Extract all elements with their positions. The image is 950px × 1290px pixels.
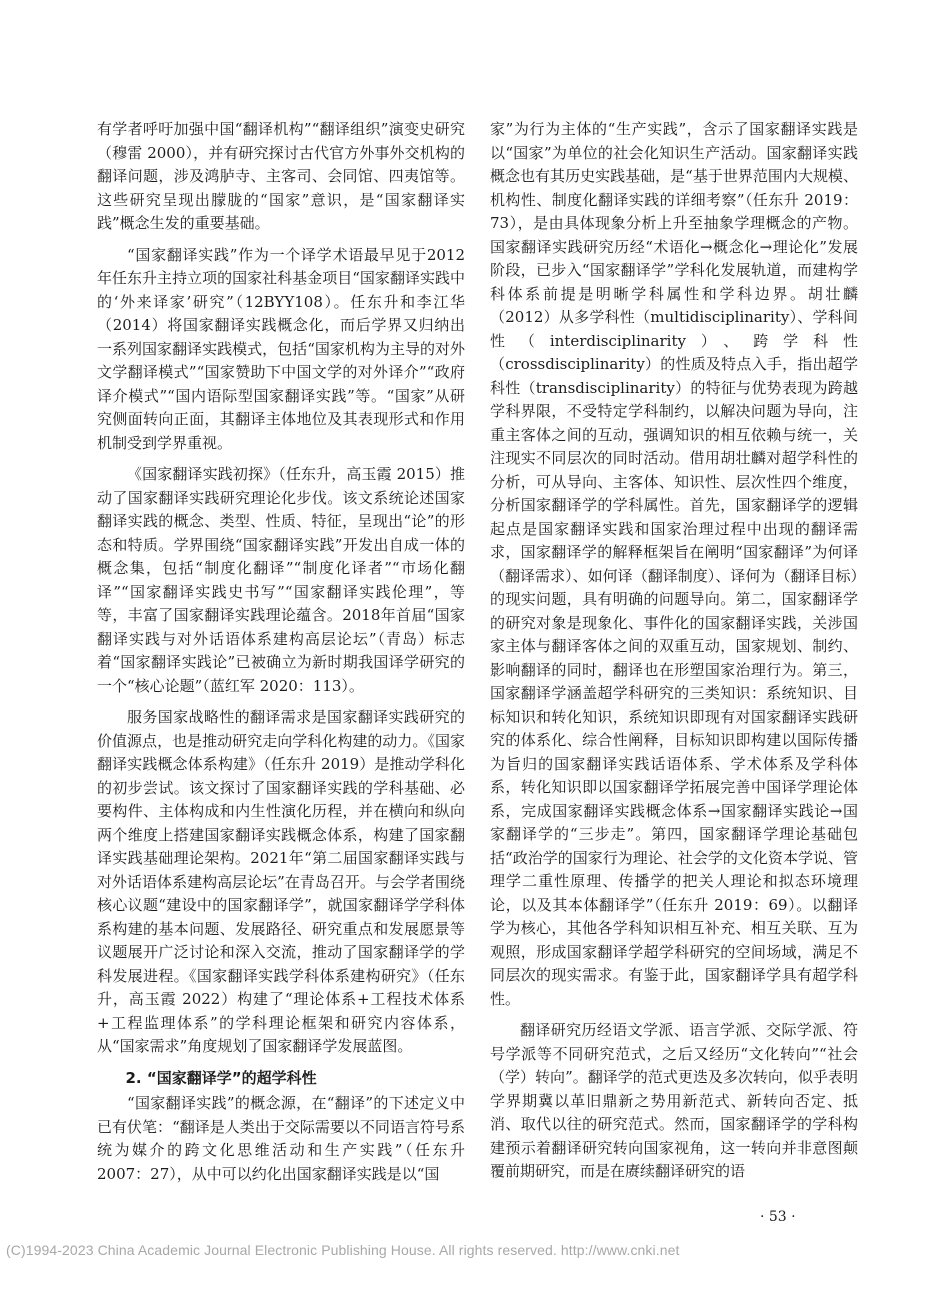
right-column (490, 118, 858, 1192)
section-heading: 2. “国家翻译学”的超学科性 (125, 1068, 317, 1087)
paragraph: 《国家翻译实践初探》（任东升，高玉霞 2015）推动了国家翻译实践研究理论化步伐。该文系统论述国家翻译实践的概念、类型、性质、特征，呈现出“论”的形态和特质。学界围绕“国家翻译实践”开发出自成一体的概念集，包括“制度化翻译”“制度化译者”“市场化翻译”“国家翻译实践史书写”“国家翻译实践伦理”，等等，丰富了国家翻译实践理论蕴含。2018年首届“国家翻译实践与对外话语体系建构高层论坛”（青岛）标志着“国家翻译实践论”已被确立为新时期我国译学研究的一个“核心论题”（蓝红军 2020：113）。 (97, 465, 465, 695)
left-column (97, 118, 465, 1194)
paragraph: “国家翻译实践”的概念源，在“翻译”的下述定义中已有伏笔：“翻译是人类出于交际需要以不同语言符号系统为媒介的跨文化思维活动和生产实践”（任东升 2007：27），从中可以约化出国家翻译实践是以“国 (97, 1094, 465, 1183)
paragraph: 家”为行为主体的“生产实践”，含示了国家翻译实践是以“国家”为单位的社会化知识生产活动。国家翻译实践概念也有其历史实践基础，是“基于世界范围内大规模、机构性、制度化翻译实践的详细考察”（任东升 2019：73），是由具体现象分析上升至抽象学理概念的产物。国家翻译实践研究历经“术语化→概念化→理论化”发展阶段，已步入“国家翻译学”学科化发展轨道，而建构学科体系前提是明晰学科属性和学科边界。胡壮麟（2012）从多学科性（multidisciplinarity）、学科间性（interdisciplinarity）、跨学科性（crossdisciplinarity）的性质及特点入手，指出超学科性（transdisciplinarity）的特征与优势表现为跨越学科界限，不受特定学科制约，以解决问题为导向，注重主客体之间的互动，强调知识的相互依赖与统一，关注现实不同层次的同时活动。借用胡壮麟对超学科性的分析，可从导向、主客体、知识性、层次性四个维度，分析国家翻译学的学科属性。首先，国家翻译学的逻辑起点是国家翻译实践和国家治理过程中出现的翻译需求，国家翻译学的解释框架旨在阐明“国家翻译”为何译（翻译需求）、如何译（翻译制度）、译何为（翻译目标）的现实问题，具有明确的问题导向。第二，国家翻译学的研究对象是现象化、事件化的国家翻译实践，关涉国家主体与翻译客体之间的双重互动，国家规划、制约、影响翻译的同时，翻译也在形塑国家治理行为。第三，国家翻译学涵盖超学科研究的三类知识：系统知识、目标知识和转化知识，系统知识即现有对国家翻译实践研究的体系化、综合性阐释，目标知识即构建以国际传播为旨归的国家翻译实践话语体系、学术体系及学科体系，转化知识即以国家翻译学拓展完善中国译学理论体系，完成国家翻译实践概念体系→国家翻译实践论→国家翻译学的“三步走”。第四，国家翻译学理论基础包括“政治学的国家行为理论、社会学的文化资本学说、管理学二重性原理、传播学的把关人理论和拟态环境理论，以及其本体翻译学”（任东升 2019：69）。以翻译学为核心，其他各学科知识相互补充、相互关联、互为观照，形成国家翻译学超学科研究的空间场域，满足不同层次的现实需求。有鉴于此，国家翻译学具有超学科性。 (490, 120, 858, 1008)
paragraph: “国家翻译实践”作为一个译学术语最早见于2012年任东升主持立项的国家社科基金项目“国家翻译实践中的‘外来译家’研究”（12BYY108）。任东升和李江华（2014）将国家翻译实践概念化，而后学界又归纳出一系列国家翻译实践模式，包括“国家机构为主导的对外文学翻译模式”“国家赞助下中国文学的对外译介”“政府译介模式”“国内语际型国家翻译实践”等。“国家”从研究侧面转向正面，其翻译主体地位及其表现形式和作用机制受到学界重视。 (97, 245, 465, 452)
copyright-footer: (C)1994-2023 China Academic Journal Electronic Publishing House. All rights reserved. http://www.cnki.net (6, 1242, 680, 1258)
page-number: · 53 · (760, 1209, 796, 1225)
paragraph: 翻译研究历经语文学派、语言学派、交际学派、符号学派等不同研究范式，之后又经历“文化转向”“社会（学）转向”。翻译学的范式更迭及多次转向，似乎表明学界期冀以革旧鼎新之势用新范式、新转向否定、抵消、取代以往的研究范式。然而，国家翻译学的学科构建预示着翻译研究转向国家视角，这一转向并非意图颠覆前期研究，而是在赓续翻译研究的语 (490, 1021, 858, 1180)
paragraph: 有学者呼吁加强中国“翻译机构”“翻译组织”演变史研究（穆雷 2000），并有研究探讨古代官方外事外交机构的翻译问题，涉及鸿胪寺、主客司、会同馆、四夷馆等。这些研究呈现出朦胧的“国家”意识，是“国家翻译实践”概念生发的重要基础。 (97, 120, 465, 232)
paragraph: 服务国家战略性的翻译需求是国家翻译实践研究的价值源点，也是推动研究走向学科化构建的动力。《国家翻译实践概念体系构建》（任东升 2019）是推动学科化的初步尝试。该文探讨了国家翻译实践的学科基础、必要构件、主体构成和内生性演化历程，并在横向和纵向两个维度上搭建国家翻译实践概念体系，构建了国家翻译实践基础理论架构。2021年“第二届国家翻译实践与对外话语体系建构高层论坛”在青岛召开。与会学者围绕核心议题“建设中的国家翻译学”，就国家翻译学学科体系构建的基本问题、发展路径、研究重点和发展愿景等议题展开广泛讨论和深入交流，推动了国家翻译学的学科发展进程。《国家翻译实践学科体系建构研究》（任东升，高玉霞 2022）构建了“理论体系+工程技术体系+工程监理体系”的学科理论框架和研究内容体系，从“国家需求”角度规划了国家翻译学发展蓝图。 (97, 708, 465, 1055)
